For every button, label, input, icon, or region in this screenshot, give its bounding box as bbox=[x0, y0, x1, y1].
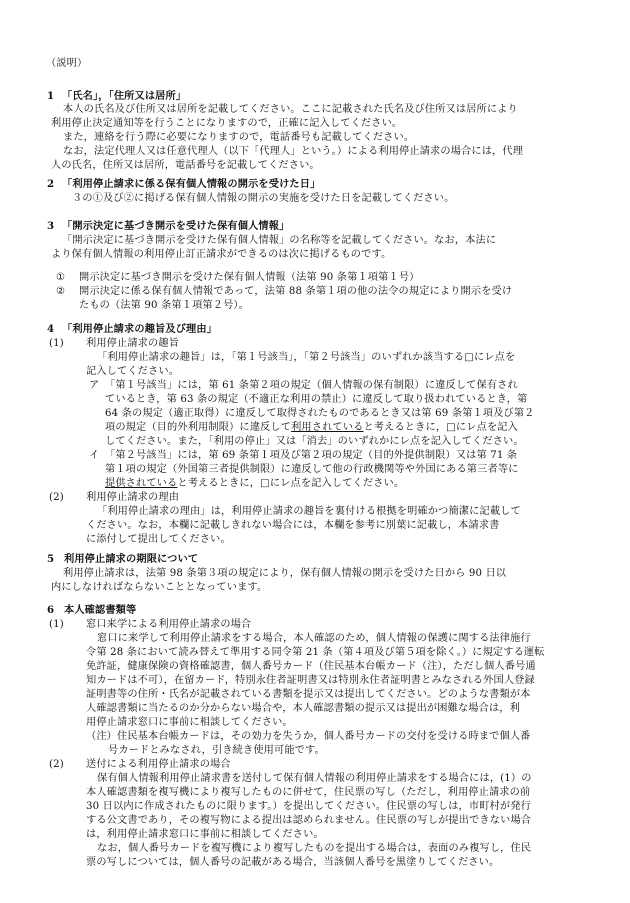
section-6-title: 本人確認書類等 bbox=[64, 604, 137, 616]
section-6-line: 知カードは不可），在留カード，特別永住者証明書又は特別永住者証明書とみなされる外国人登録 bbox=[86, 675, 535, 686]
section-4-item-a-line: 64 条の規定（適正取得）に違反して取得されたものであるとき又は第 69 条第１項及び第２ bbox=[105, 408, 535, 419]
section-2-line: ３の①及び②に掲げる保有個人情報の開示の実施を受けた日を記載してください。 bbox=[72, 193, 455, 204]
underlined-text: 提供されている bbox=[105, 478, 178, 489]
section-4-sub-2-title: 利用停止請求の理由 bbox=[86, 492, 180, 503]
section-6-line: 令第 28 条において読み替えて準用する同令第 21 条（第４項及び第５項を除く。）に規定する運転 bbox=[86, 647, 545, 658]
section-4-line: 「利用停止請求の理由」は，利用停止請求の趣旨を裏付ける根拠を明確かつ簡潔に記載して bbox=[97, 506, 521, 517]
section-6-sub-2-mark: (2) bbox=[49, 759, 64, 770]
section-4-item-i-line: 「第２号該当」には，第 69 条第１項及び第２項の規定（目的外提供制限）又は第 71 条 bbox=[105, 450, 518, 461]
section-6-line: 用停止請求窓口に事前に相談してください。 bbox=[86, 717, 293, 728]
section-4-line: 「利用停止請求の趣旨」は，「第１号該当」，「第２号該当」のいずれか該当する□にレ点を bbox=[97, 352, 516, 363]
explanation-heading: （説明） bbox=[46, 58, 88, 69]
section-6-line: する公文書であり，その複写物による提出は認められません。住民票の写しが提出できない場合 bbox=[86, 815, 532, 826]
section-6-note-line: （注）住民基本台帳カードは，その効力を失うか，個人番号カードの交付を受ける時まで個人番 bbox=[86, 731, 531, 742]
section-5-line: 利用停止請求は，法第 98 条第３項の規定により，保有個人情報の開示を受けた日から 90 日以 bbox=[63, 568, 507, 579]
section-6-line: 人確認書類に当たるのか分からない場合や，本人確認書類の提示又は提出が困難な場合は，利 bbox=[86, 703, 520, 714]
section-4-item-i-line bbox=[105, 477, 404, 491]
section-6-line: 免許証，健康保険の資格確認書，個人番号カード（住民基本台帳カード（注），ただし個人番号通 bbox=[86, 661, 536, 672]
section-6-line: 証明書等の住所・氏名が記載されている書類を提示又は提出してください。どのような書類が本 bbox=[86, 689, 531, 700]
section-6-line: は，利用停止請求窓口に事前に相談してください。 bbox=[86, 829, 324, 840]
text-segment: と考えるときに，□にレ点を記入 bbox=[363, 422, 518, 433]
section-4-item-a-line: 「第１号該当」には，第 61 条第２項の規定（個人情報の保有制限）に違反して保有され bbox=[105, 380, 518, 391]
section-3-item-2-mark: ② bbox=[56, 286, 66, 297]
section-1-line: 利用停止決定通知等を行うことになりますので，正確に記入してください。 bbox=[51, 118, 403, 129]
section-4-title: 「利用停止請求の趣旨及び理由」 bbox=[62, 323, 218, 335]
section-6-line: 30 日以内に作成されたものに限ります。）を提出してください。住民票の写しは，市町村が発行 bbox=[86, 801, 531, 812]
underlined-text: 利用されている bbox=[291, 422, 364, 433]
section-5-number: 5 bbox=[47, 553, 55, 565]
section-1-number: 1 bbox=[47, 90, 55, 102]
section-6-line: 窓口に来学して利用停止請求をする場合，本人確認のため，個人情報の保護に関する法律施行 bbox=[97, 633, 531, 644]
section-3-item-2: 開示決定に係る保有個人情報であって，法第 88 条第１項の他の法令の規定により開示を受け bbox=[79, 286, 513, 297]
section-6-line: 保有個人情報利用停止請求書を送付して保有個人情報の利用停止請求をする場合には，(1）の bbox=[97, 773, 532, 784]
section-3-item-1-mark: ① bbox=[56, 272, 66, 283]
section-6-sub-2-title: 送付による利用停止請求の場合 bbox=[86, 759, 231, 770]
section-3-item-2-cont: たもの（法第 90 条第１項第２号）。 bbox=[79, 300, 250, 311]
section-2-number: 2 bbox=[47, 178, 55, 190]
section-4-item-a-line: してください。また，「利用の停止」又は「消去」のいずれかにレ点を記入してください。 bbox=[105, 436, 524, 447]
section-6-line: 本人確認書類を複写機により複写したものに併せて，住民票の写し（ただし，利用停止請求の前 bbox=[86, 787, 531, 798]
section-4-line: に添付して提出してください。 bbox=[86, 534, 231, 545]
section-1-title: 「氏名」，「住所又は居所」 bbox=[62, 90, 187, 102]
section-1-line: また，連絡を行う際に必要になりますので，電話番号も記載してください。 bbox=[63, 132, 415, 143]
section-1-line: なお，法定代理人又は任意代理人（以下「代理人」という。）による利用停止請求の場合には，代理 bbox=[63, 146, 524, 157]
section-4-sub-2-mark: (2) bbox=[49, 492, 64, 503]
section-4-item-a-line bbox=[105, 421, 518, 435]
section-6-line: 票の写しについては，個人番号の記載がある場合，当該個人番号を黒塗りしてください。 bbox=[86, 857, 500, 868]
section-6-sub-1-title: 窓口来学による利用停止請求の場合 bbox=[86, 619, 252, 630]
section-6-note-line: 号カードとみなされ，引き続き使用可能です。 bbox=[108, 745, 325, 756]
section-4-line: ください。なお，本欄に記載しきれない場合には，本欄を参考に別葉に記載し，本請求書 bbox=[86, 520, 500, 531]
text-segment: と考えるときに，□にレ点を記入してください。 bbox=[177, 478, 405, 489]
section-1-line: 人の氏名，住所又は居所，電話番号を記載してください。 bbox=[51, 160, 320, 171]
section-4-sub-1-title: 利用停止請求の趣旨 bbox=[86, 338, 180, 349]
section-6-sub-1-mark: (1) bbox=[49, 619, 64, 630]
section-1-line: 本人の氏名及び住所又は居所を記載してください。ここに記載された氏名及び住所又は居所により bbox=[63, 104, 518, 115]
section-4-item-a-line: ているとき，第 63 条の規定（不適正な利用の禁止）に違反して取り扱われているとき，第 bbox=[105, 394, 528, 405]
section-3-number: 3 bbox=[47, 220, 55, 232]
section-2-title: 「利用停止請求に係る保有個人情報の開示を受けた日」 bbox=[62, 178, 321, 190]
section-5-title: 利用停止請求の期限について bbox=[64, 553, 199, 565]
text-segment: 項の規定（目的外利用制限）に違反して bbox=[105, 422, 292, 433]
section-4-item-i-line: 第１項の規定（外国第三者提供制限）に違反して他の行政機関等や外国にある第三者等に bbox=[105, 464, 519, 475]
section-5-line: 内にしなければならないこととなっています。 bbox=[51, 582, 268, 593]
section-3-line: 「開示決定に基づき開示を受けた保有個人情報」の名称等を記載してください。なお，本法に bbox=[62, 235, 497, 246]
section-6-number: 6 bbox=[47, 604, 55, 616]
section-4-item-a-mark: ア bbox=[89, 380, 100, 391]
section-4-line: 記入してください。 bbox=[86, 366, 180, 377]
section-3-title: 「開示決定に基づき開示を受けた保有個人情報」 bbox=[62, 220, 290, 232]
section-3-item-1: 開示決定に基づき開示を受けた保有個人情報（法第 90 条第１項第１号） bbox=[79, 272, 420, 283]
section-4-sub-1-mark: (1) bbox=[49, 338, 64, 349]
section-3-line: より保有個人情報の利用停止訂正請求ができるのは次に掲げるものです。 bbox=[51, 249, 392, 260]
section-4-number: 4 bbox=[47, 323, 55, 335]
section-4-item-i-mark: イ bbox=[89, 450, 100, 461]
section-6-line: なお，個人番号カードを複写機により複写したものを提出する場合は，表面のみ複写し，住民 bbox=[97, 843, 532, 854]
